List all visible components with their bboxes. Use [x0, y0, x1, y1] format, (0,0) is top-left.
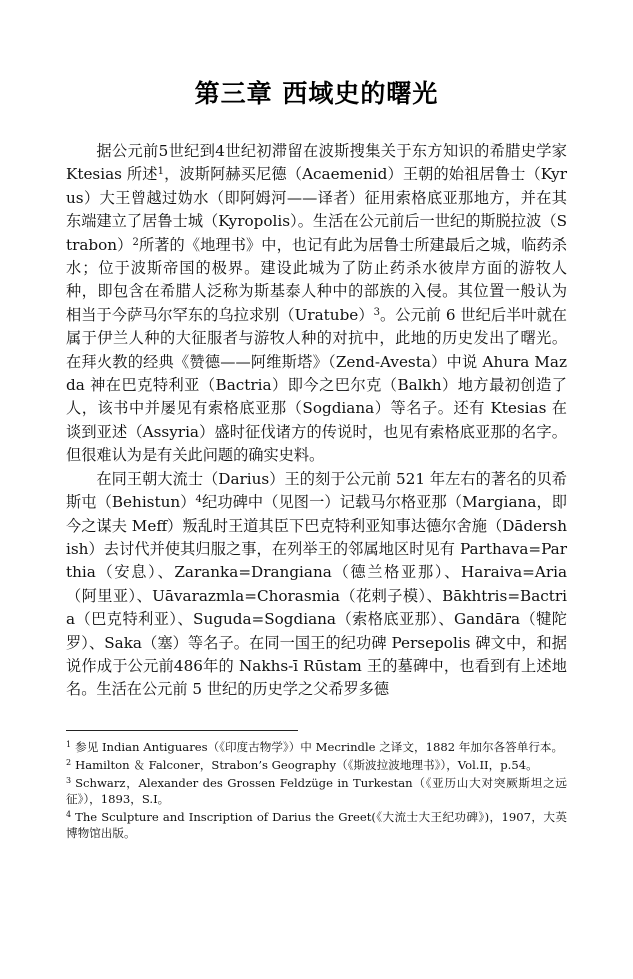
footnote-mark: 1	[66, 739, 72, 749]
footnote-text: Schwarz，Alexander des Grossen Feldzüge in Turkestan（《亚历山大对突厥斯坦之远征》），1893，S.I。	[66, 775, 567, 806]
footnote	[66, 809, 567, 841]
footnote-mark: 2	[66, 757, 72, 767]
footnotes	[66, 739, 567, 841]
footnote-mark: 4	[66, 809, 72, 819]
footnote-ref: 2	[132, 236, 139, 248]
chapter-title: 第三章 西域史的曙光	[194, 79, 439, 108]
footnote-ref: 3	[373, 306, 380, 318]
text-run: ，波斯阿赫买尼德（Acaemenid）王朝的始祖居鲁士（Kyrus）大王曾越过妫水（即阿姆河——译者）征用索格底亚那地方，并在其东端建立了居鲁士城（Kyropolis）。生活在公元前后一世纪的斯脱拉波（Strabon）	[66, 165, 568, 254]
footnote	[66, 775, 567, 807]
footnote-divider	[66, 730, 298, 731]
footnote-text: 参见 Indian Antiguares（《印度古物学》）中 Mecrindle 之译文，1882 年加尔各答单行本。	[75, 739, 564, 754]
text-run: 纪功碑中（见图一）记载马尔格亚那（Margiana，即今之谋夫 Meff）叛乱时王道其臣下巴克特利亚知事达德尔舍施（Dādershish）去讨代并使其归服之事，在列举王的邻属地区时见有 Parthava=Parthia（安息）、Zaranka=Drangiana（德兰格亚那）、Haraiva=Aria（阿里亚）、Uāvarazmla=Chorasmia（花剌子模）、Bākhtris=Bactria（巴克特利亚）、Suguda=Sogdiana（索格底亚那）、Gandāra（犍陀罗）、Saka（塞）等名子。在同一国王的纪功碑 Persepolis 碑文中，和据说作成于公元前486年的 Nakhs-ī Rūstam 王的墓碑中，也看到有上述地名。生活在公元前 5 世纪的历史学之父希罗多德	[66, 493, 567, 699]
footnote-text: Hamilton ＆ Falconer，Strabon’s Geography（《斯波拉波地理书》），Vol.II，p.54。	[75, 757, 538, 772]
paragraph	[66, 468, 567, 702]
footnote-text: The Sculpture and Inscription of Darius the Greet(《大流士大王纪功碑》)，1907，大英博物馆出版。	[66, 809, 567, 840]
footnote-ref: 1	[157, 166, 164, 178]
paragraph	[66, 140, 567, 468]
footnote-ref: 4	[195, 494, 202, 506]
text-run: 在同王朝大流士（Darius）王的刻于公元前 521 年左右的著名的贝希斯屯（Behistun）	[66, 469, 567, 512]
text-run: 所著的《地理书》中，也记有此为居鲁士所建最后之城，临药杀水；位于波斯帝国的极界。建设此城为了防止药杀水彼岸方面的游牧人种，即包含在希腊人泛称为斯基泰人种中的部族的入侵。其位置一般认为相当于今萨马尔罕东的乌拉求别（Uratube）	[66, 235, 567, 324]
footnote	[66, 739, 567, 755]
body-text	[66, 140, 567, 702]
footnote-mark: 3	[66, 775, 72, 785]
text-run: 据公元前5世纪到4世纪初滞留在波斯搜集关于东方知识的希腊史学家 Ktesias 所述	[66, 142, 567, 184]
footnote	[66, 757, 567, 773]
text-run: 。公元前 6 世纪后半叶就在属于伊兰人种的大征服者与游牧人种的对抗中，此地的历史发出了曙光。在拜火教的经典《赞德——阿维斯塔》（Zend-Avesta）中说 Ahura Mazda 神在巴克特利亚（Bactria）即今之巴尔克（Balkh）地方最初创造了人，该书中并屡见有索格底亚那（Sogdiana）等名子。还有 Ktesias 在谈到亚述（Assyria）盛时征伐诸方的传说时，也见有索格底亚那的名字。但很难认为是有关此问题的确实史料。	[66, 305, 567, 465]
